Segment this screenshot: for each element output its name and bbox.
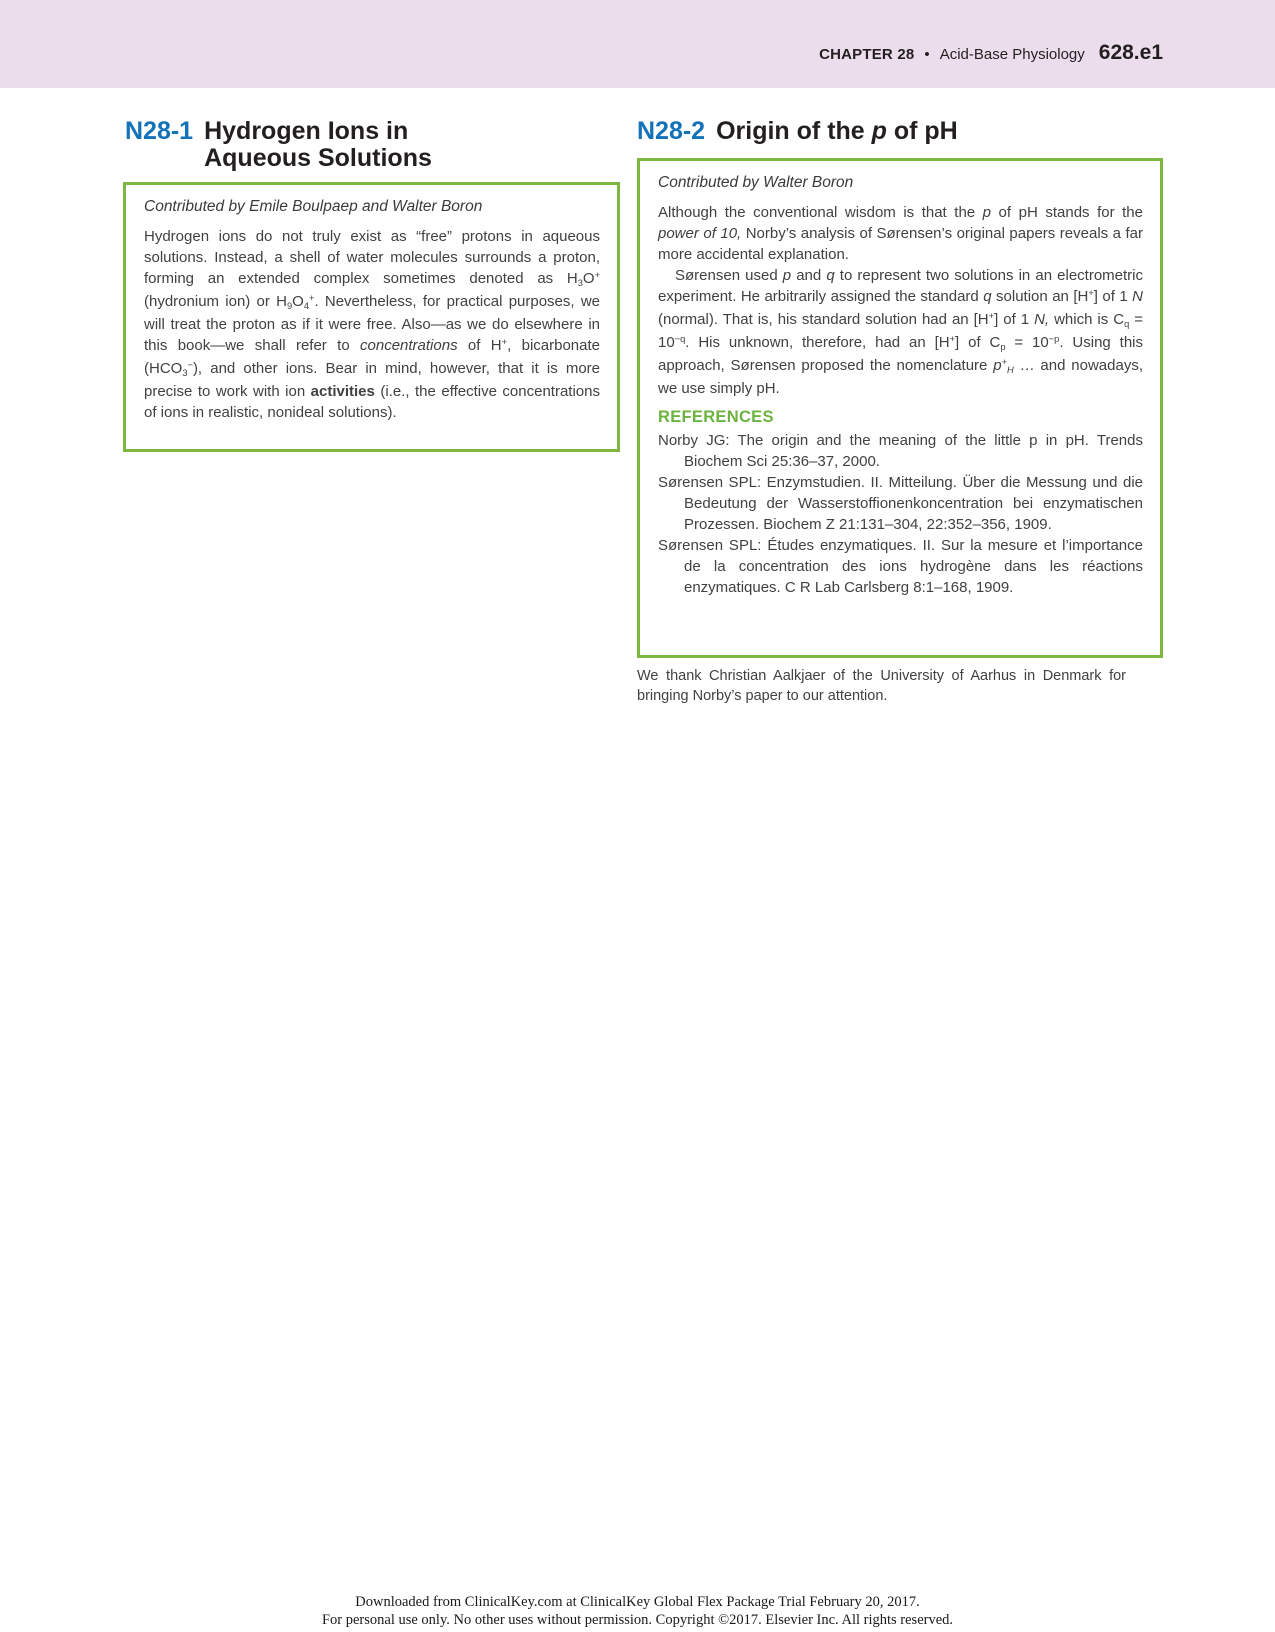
page-number: 628.e1	[1098, 41, 1163, 64]
acknowledgment-footnote: We thank Christian Aalkjaer of the University of Aarhus in Denmark for bringing Norby’s paper to our attention.	[637, 668, 1126, 704]
bullet-separator: •	[924, 46, 930, 63]
reference-entry: Sørensen SPL: Enzymstudien. II. Mitteilung. Über die Messung und die Bedeutung der Wasserstoffionenkoncentration bei enzymatischen Prozessen. Biochem Z 21:131–304, 22:352–356, 1909.	[658, 474, 1143, 533]
running-head	[819, 41, 1163, 65]
contributor-line: Contributed by Walter Boron	[658, 174, 854, 191]
note-number: N28-1	[125, 117, 194, 145]
contributor-line: Contributed by Emile Boulpaep and Walter Boron	[144, 198, 483, 215]
body-paragraph: Sørensen used p and q to represent two solutions in an electrometric experiment. He arbitrarily assigned the standard q solution an [H+] of 1 N (normal). That is, his standard solution had an [H+] of 1 N, which is $Cq = 10^{-q}$. His unknown, therefore, had an [H+] of $Cp = 10^{-p}$. Using this approach, Sørensen proposed the nomenclature p+H … and nowadays, we use simply pH.	[658, 267, 1144, 397]
section-title: Acid-Base Physiology	[939, 46, 1085, 63]
reference-entry: Sørensen SPL: Études enzymatiques. II. Sur la mesure et l’importance de la concentration des ions hydrogène dans les réactions enzymatiques. C R Lab Carlsberg 8:1–168, 1909.	[658, 537, 1143, 596]
note-title: Origin of the p of pH	[716, 117, 958, 145]
reference-entry: Norby JG: The origin and the meaning of the little p in pH. Trends Biochem Sci 25:36–37, 2000.	[658, 432, 1143, 470]
body-paragraph: Although the conventional wisdom is that the p of pH stands for the power of 10, Norby’s analysis of Sørensen’s original papers reveals a far more accidental explanation.	[658, 204, 1143, 263]
references-heading: REFERENCES	[658, 408, 774, 426]
note-title-line-1: Hydrogen Ions in	[204, 117, 409, 145]
note-title-line-2: Aqueous Solutions	[204, 144, 432, 172]
note-number: N28-2	[637, 117, 706, 145]
footer-line-1: Downloaded from ClinicalKey.com at ClinicalKey Global Flex Package Trial February 20, 2017.	[355, 1594, 920, 1610]
note-box-n28-1	[123, 182, 620, 452]
note-title	[204, 118, 432, 172]
download-footer	[0, 1593, 1275, 1629]
page-header-band	[0, 0, 1275, 88]
body-paragraph: Hydrogen ions do not truly exist as “free” protons in aqueous solutions. Instead, a shell of water molecules surrounds a proton, forming an extended complex sometimes denoted as H3O+ (hydronium ion) or H9O4+. Nevertheless, for practical purposes, we will treat the proton as if it were free. Also—as we do elsewhere in this book—we shall refer to concentrations of H+, bicarbonate (HCO3−), and other ions. Bear in mind, however, that it is more precise to work with ion activities (i.e., the effective concentrations of ions in realistic, nonideal solutions).	[144, 228, 600, 421]
chapter-label: CHAPTER 28	[819, 46, 915, 63]
footer-line-2: For personal use only. No other uses without permission. Copyright ©2017. Elsevier Inc. All rights reserved.	[321, 1612, 954, 1628]
note-heading-n28-2	[637, 118, 958, 145]
note-box-n28-2	[637, 158, 1163, 658]
note-heading-n28-1	[125, 118, 432, 172]
